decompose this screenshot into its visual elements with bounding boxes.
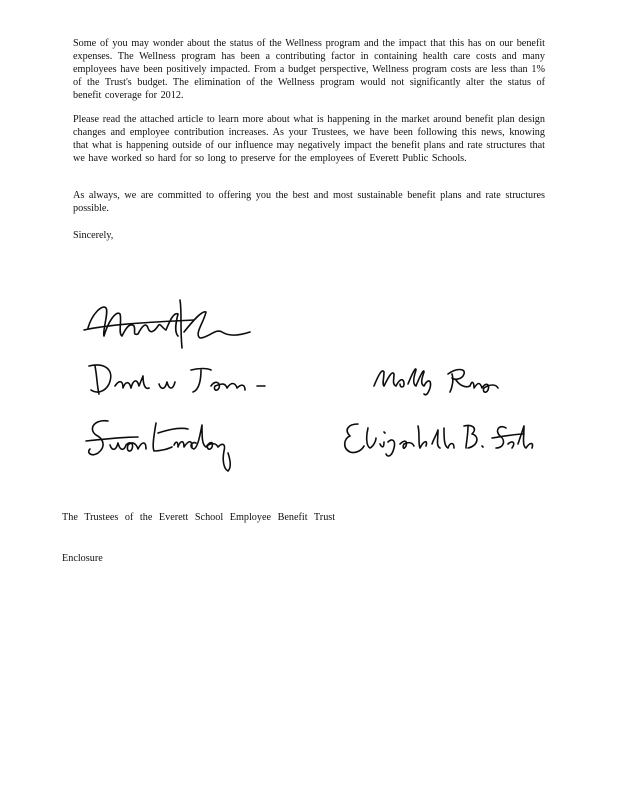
paragraph-wellness-status: Some of you may wonder about the status of the Wellness program and the impact that this has on our benefit expenses. The Wellness program has been a contributing factor in containing health care costs and many employees have been positively impacted. From a budget perspective, Wellness program costs are less than 1% of the Trust's budget. The elimination of the Wellness program would not significantly alter the status of benefit coverage for 2012. (73, 38, 545, 101)
signature-david-jones (85, 360, 270, 402)
signature-block: The Trustees of the Everett School Employee Benefit Trust (62, 512, 336, 523)
signature-susan-lindsey (84, 415, 264, 475)
signature-michael-glenn (82, 292, 257, 354)
letter-closing: Sincerely, (73, 230, 114, 241)
paragraph-attached-article: Please read the attached article to learn more about what is happening in the market around benefit plan design changes and employee contribution increases. As your Trustees, we have been following this news, knowing that what is happening outside of our influence may negatively impact the benefit plans and rate structures that we have worked so hard for so long to preserve for the employees of Everett Public Schools. (73, 114, 545, 164)
enclosure-note: Enclosure (62, 553, 103, 564)
signature-molly-ringo (370, 362, 505, 398)
signature-elizabeth-selders (340, 418, 540, 460)
paragraph-commitment: As always, we are committed to offering you the best and most sustainable benefit plans and rate structures possible. (73, 190, 545, 214)
